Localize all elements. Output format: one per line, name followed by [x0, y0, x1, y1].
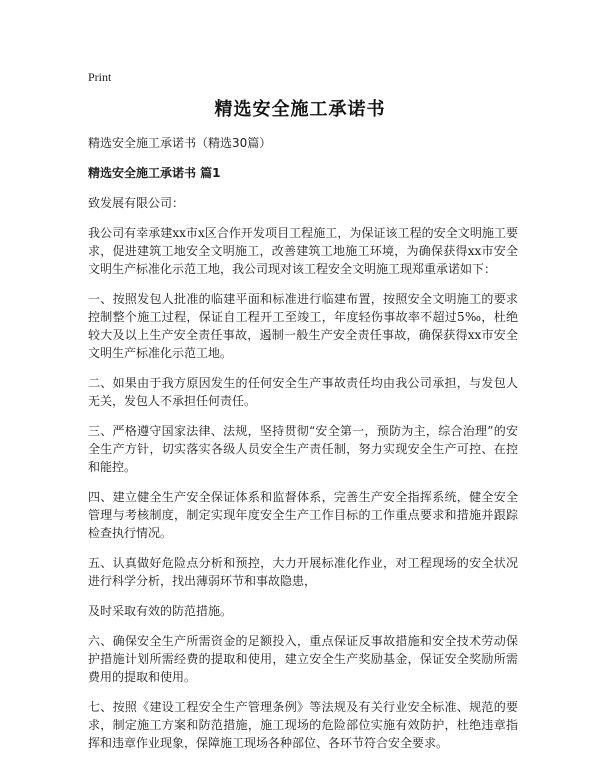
paragraph-4: 四、建立健全生产安全保证体系和监督体系，完善生产安全指挥系统，健全安全管理与考核制度，制定实现年度安全生产工作目标的工作重点要求和措施并跟踪检查执行情况。 — [88, 490, 518, 540]
document-body — [88, 134, 518, 764]
paragraph-3: 三、严格遵守国家法律、法规，坚持贯彻“安全第一，预防为主，综合治理”的安全生产方针，切实落实各级人员安全生产责任制，努力实现安全生产可控、在控和能控。 — [88, 424, 518, 474]
paragraph-7: 七、按照《建设工程安全生产管理条例》等法规及有关行业安全标准、规范的要求，制定施工方案和防范措施，施工现场的危险部位实施有效防护，杜绝违章指挥和违章作业现象，保障施工现场各种部位、各环节符合安全要求。 — [88, 700, 518, 750]
section-heading: 精选安全施工承诺书 篇1 — [88, 166, 221, 180]
paragraph-6: 六、确保安全生产所需资金的足额投入，重点保证反事故措施和安全技术劳动保护措施计划所需经费的提取和使用，建立安全生产奖励基金，保证安全奖励所需费用的提取和使用。 — [88, 634, 518, 684]
paragraph-intro: 我公司有幸承建xx市x区合作开发项目工程施工，为保证该工程的安全文明施工要求，促进建筑工地安全文明施工，改善建筑工地施工环境，为确保获得xx市安全文明生产标准化示范工地，我公司现对该工程安全文明施工现郑重承诺如下： — [88, 226, 518, 276]
paragraph-1: 一、按照发包人批准的临建平面和标准进行临建布置，按照安全文明施工的要求控制整个施工过程，保证自工程开工至竣工，年度轻伤事故率不超过5‰，杜绝较大及以上生产安全责任事故，遏制一般生产安全责任事故，确保获得xx市安全文明生产标准化示范工地。 — [88, 292, 518, 360]
paragraph-2: 二、如果由于我方原因发生的任何安全生产事故责任均由我公司承担，与发包人无关，发包人不承担任何责任。 — [88, 376, 518, 408]
document-title: 精选安全施工承诺书 — [214, 99, 386, 120]
salutation: 致发展有限公司： — [88, 196, 185, 210]
document-subtitle: 精选安全施工承诺书（精选30篇） — [88, 136, 272, 150]
paragraph-5: 五、认真做好危险点分析和预控，大力开展标准化作业，对工程现场的安全状况进行科学分析，找出薄弱环节和事故隐患， — [88, 556, 518, 588]
print-link[interactable]: Print — [88, 70, 112, 84]
paragraph-5-continued: 及时采取有效的防范措施。 — [88, 604, 233, 618]
